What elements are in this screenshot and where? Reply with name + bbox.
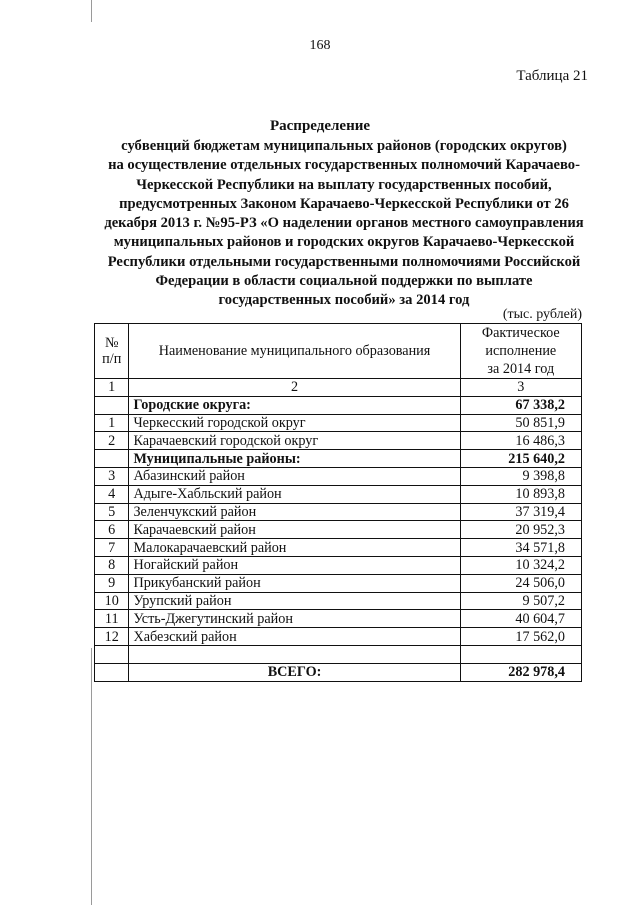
header-value-line: за 2014 год xyxy=(487,361,555,377)
total-num-cell xyxy=(95,663,129,681)
row-value: 9 398,8 xyxy=(460,467,581,485)
scan-edge-line-top xyxy=(91,0,92,22)
subtitle-line: на осуществление отдельных государственных полномочий Карачаево- xyxy=(108,157,580,174)
row-number: 1 xyxy=(95,414,129,432)
table-row xyxy=(95,432,582,450)
row-name: Муниципальные районы: xyxy=(129,450,460,468)
subtitle-line: Черкесской Республики на выплату государственных пособий, xyxy=(136,176,552,193)
document-subtitle xyxy=(88,137,600,311)
column-index: 2 xyxy=(129,379,460,397)
table-row xyxy=(95,574,582,592)
row-value: 24 506,0 xyxy=(460,574,581,592)
row-number: 9 xyxy=(95,574,129,592)
row-name: Урупский район xyxy=(129,592,460,610)
total-value: 282 978,4 xyxy=(460,663,581,681)
row-value: 20 952,3 xyxy=(460,521,581,539)
header-value-line: исполнение xyxy=(485,343,557,359)
row-value: 50 851,9 xyxy=(460,414,581,432)
table-row xyxy=(95,414,582,432)
table-row xyxy=(95,467,582,485)
row-number: 8 xyxy=(95,556,129,574)
row-value: 34 571,8 xyxy=(460,539,581,557)
table-header-row xyxy=(95,324,582,379)
row-name: Карачаевский район xyxy=(129,521,460,539)
table-blank-row xyxy=(95,645,582,663)
subtitle-line: декабря 2013 г. №95-РЗ «О наделении органов местного самоуправления xyxy=(104,215,584,232)
subtitle-line: государственных пособий» за 2014 год xyxy=(218,292,470,309)
blank-cell xyxy=(460,645,581,663)
table-total-row xyxy=(95,663,582,681)
row-value: 67 338,2 xyxy=(460,396,581,414)
header-value-line: Фактическое xyxy=(481,325,560,341)
table-group-row xyxy=(95,396,582,414)
row-value: 37 319,4 xyxy=(460,503,581,521)
row-value: 17 562,0 xyxy=(460,628,581,646)
table-row xyxy=(95,521,582,539)
row-number: 5 xyxy=(95,503,129,521)
subtitle-line: Федерации в области социальной поддержки по выплате xyxy=(155,273,533,290)
page-number: 168 xyxy=(309,38,331,53)
row-number: 3 xyxy=(95,467,129,485)
row-number: 7 xyxy=(95,539,129,557)
row-name: Малокарачаевский район xyxy=(129,539,460,557)
scan-edge-line-bottom xyxy=(91,648,92,905)
column-index: 3 xyxy=(460,379,581,397)
row-value: 16 486,3 xyxy=(460,432,581,450)
row-number: 2 xyxy=(95,432,129,450)
table-group-row xyxy=(95,450,582,468)
distribution-table xyxy=(94,323,582,682)
row-name: Адыге-Хабльский район xyxy=(129,485,460,503)
row-name: Карачаевский городской округ xyxy=(129,432,460,450)
header-name: Наименование муниципального образования xyxy=(129,324,460,379)
row-value: 40 604,7 xyxy=(460,610,581,628)
row-number: 12 xyxy=(95,628,129,646)
document-title: Распределение xyxy=(269,118,371,134)
row-number: 11 xyxy=(95,610,129,628)
row-name: Черкесский городской округ xyxy=(129,414,460,432)
row-value: 10 893,8 xyxy=(460,485,581,503)
row-number: 4 xyxy=(95,485,129,503)
table-row xyxy=(95,610,582,628)
row-name: Хабезский район xyxy=(129,628,460,646)
header-num-line: п/п xyxy=(102,351,122,367)
row-value: 10 324,2 xyxy=(460,556,581,574)
table-label: Таблица 21 xyxy=(516,68,588,84)
subtitle-line: предусмотренных Законом Карачаево-Черкесской Республики от 26 xyxy=(119,195,569,212)
row-number: 6 xyxy=(95,521,129,539)
row-name: Ногайский район xyxy=(129,556,460,574)
blank-cell xyxy=(129,645,460,663)
subtitle-line: Республики отдельными государственными полномочиями Российской xyxy=(107,253,581,270)
table-row xyxy=(95,556,582,574)
table-row xyxy=(95,503,582,521)
table-row xyxy=(95,592,582,610)
blank-cell xyxy=(95,645,129,663)
row-number xyxy=(95,396,129,414)
row-name: Усть-Джегутинский район xyxy=(129,610,460,628)
total-label: ВСЕГО: xyxy=(129,663,460,681)
row-number xyxy=(95,450,129,468)
subtitle-line: муниципальных районов и городских округов Карачаево-Черкесской xyxy=(113,234,575,251)
table-row xyxy=(95,485,582,503)
row-name: Зеленчукский район xyxy=(129,503,460,521)
row-value: 9 507,2 xyxy=(460,592,581,610)
row-number: 10 xyxy=(95,592,129,610)
header-num-line: № xyxy=(104,335,119,351)
header-value xyxy=(460,324,581,379)
row-name: Прикубанский район xyxy=(129,574,460,592)
subtitle-line: субвенций бюджетам муниципальных районов (городских округов) xyxy=(121,138,567,154)
column-index-row xyxy=(95,379,582,397)
table-row xyxy=(95,628,582,646)
row-name: Городские округа: xyxy=(129,396,460,414)
header-num xyxy=(95,324,129,379)
column-index: 1 xyxy=(95,379,129,397)
row-value: 215 640,2 xyxy=(460,450,581,468)
table-row xyxy=(95,539,582,557)
row-name: Абазинский район xyxy=(129,467,460,485)
units-label: (тыс. рублей) xyxy=(502,307,582,322)
